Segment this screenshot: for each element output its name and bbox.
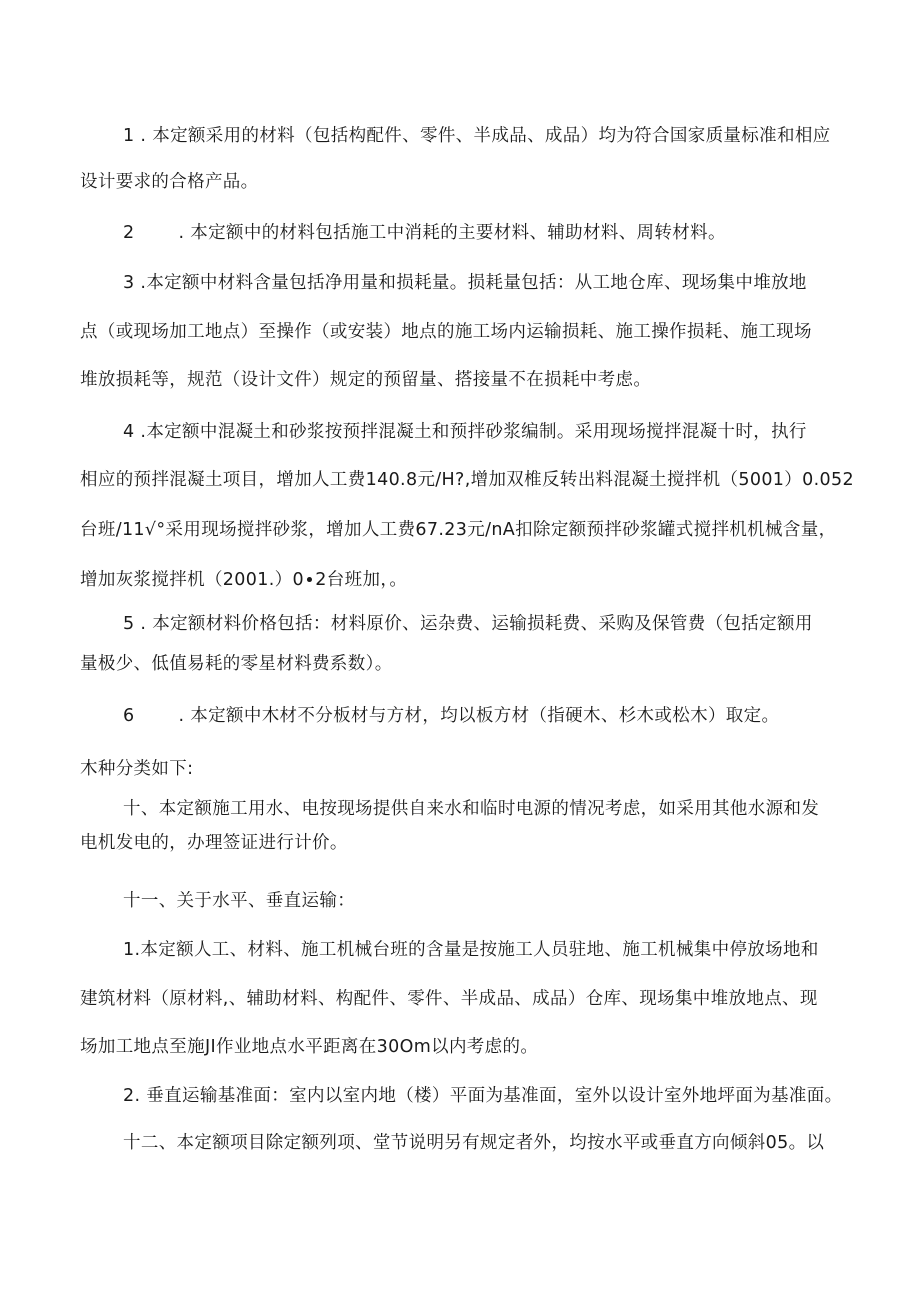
section-10-line-1: 十、本定额施工用水、电按现场提供自来水和临时电源的情况考虑，如采用其他水源和发 [123, 799, 820, 819]
item-2-number: 2 [123, 223, 135, 243]
item-2-line-1: 2 . 本定额中的材料包括施工中消耗的主要材料、辅助材料、周转材料。 [123, 223, 726, 243]
item-5-line-2: 量极少、低值易耗的零星材料费系数）。 [80, 654, 393, 674]
item-4-line-3: 台班/11√°采用现场搅拌砂浆，增加人工费67.23元/nA扣除定额预拌砂浆罐式搅拌机机械含量， [80, 520, 837, 540]
section-11-para-2: 2. 垂直运输基准面：室内以室内地（楼）平面为基准面，室外以设计室外地坪面为基准面。 [123, 1086, 843, 1106]
item-3-line-1: 3 .本定额中材料含量包括净用量和损耗量。损耗量包括：从工地仓库、现场集中堆放地 [123, 273, 807, 293]
section-12-line-1: 十二、本定额项目除定额列项、堂节说明另有规定者外，均按水平或垂直方向倾斜05。以 [123, 1133, 825, 1153]
section-11-para-1-line-2: 建筑材料（原材料,、辅助材料、构配件、零件、半成品、成品）仓库、现场集中堆放地点、现 [80, 989, 818, 1009]
item-4-line-4: 增加灰浆搅拌机（2001.）0∙2台班加，。 [80, 570, 408, 590]
item-6-number: 6 [123, 706, 135, 726]
section-11-title: 十一、关于水平、垂直运输： [123, 891, 356, 911]
wood-classification-heading: 木种分类如下: [80, 759, 194, 779]
item-4-number: 4 [123, 422, 135, 442]
item-4-line-2: 相应的预拌混凝土项目，增加人工费140.8元/H?,增加双椎反转出料混凝土搅拌机（5001）0.052 [80, 470, 854, 490]
item-3-line-3: 堆放损耗等，规范（设计文件）规定的预留量、搭接量不在损耗中考虑。 [80, 370, 652, 390]
item-4-line-1: 4 .本定额中混凝土和砂浆按预拌混凝土和预拌砂浆编制。采用现场搅拌混凝十时，执行 [123, 422, 807, 442]
item-3-line-2: 点（或现场加工地点）至操作（或安装）地点的施工场内运输损耗、施工操作损耗、施工现场 [80, 322, 812, 342]
item-1-number: 1 [123, 126, 135, 146]
section-11-para-1-line-3: 场加工地点至施JI作业地点水平距离在30Om以内考虑的。 [80, 1037, 539, 1057]
item-5-number: 5 [123, 614, 135, 634]
section-10-line-2: 电机发电的，办理签证进行计价。 [80, 833, 348, 853]
item-3-number: 3 [123, 273, 135, 293]
item-1-line-2: 设计要求的合格产品。 [80, 172, 259, 192]
section-11-para-1-line-1: 1.本定额人工、材料、施工机械台班的含量是按施工人员驻地、施工机械集中停放场地和 [123, 940, 819, 960]
item-5-line-1: 5 . 本定额材料价格包括：材料原价、运杂费、运输损耗费、采购及保管费（包括定额用 [123, 614, 813, 634]
item-1-line-1: 1 . 本定额采用的材料（包括构配件、零件、半成品、成品）均为符合国家质量标准和相应 [123, 126, 831, 146]
item-6-line-1: 6 . 本定额中木材不分板材与方材，均以板方材（指硬木、杉木或松木）取定。 [123, 706, 780, 726]
